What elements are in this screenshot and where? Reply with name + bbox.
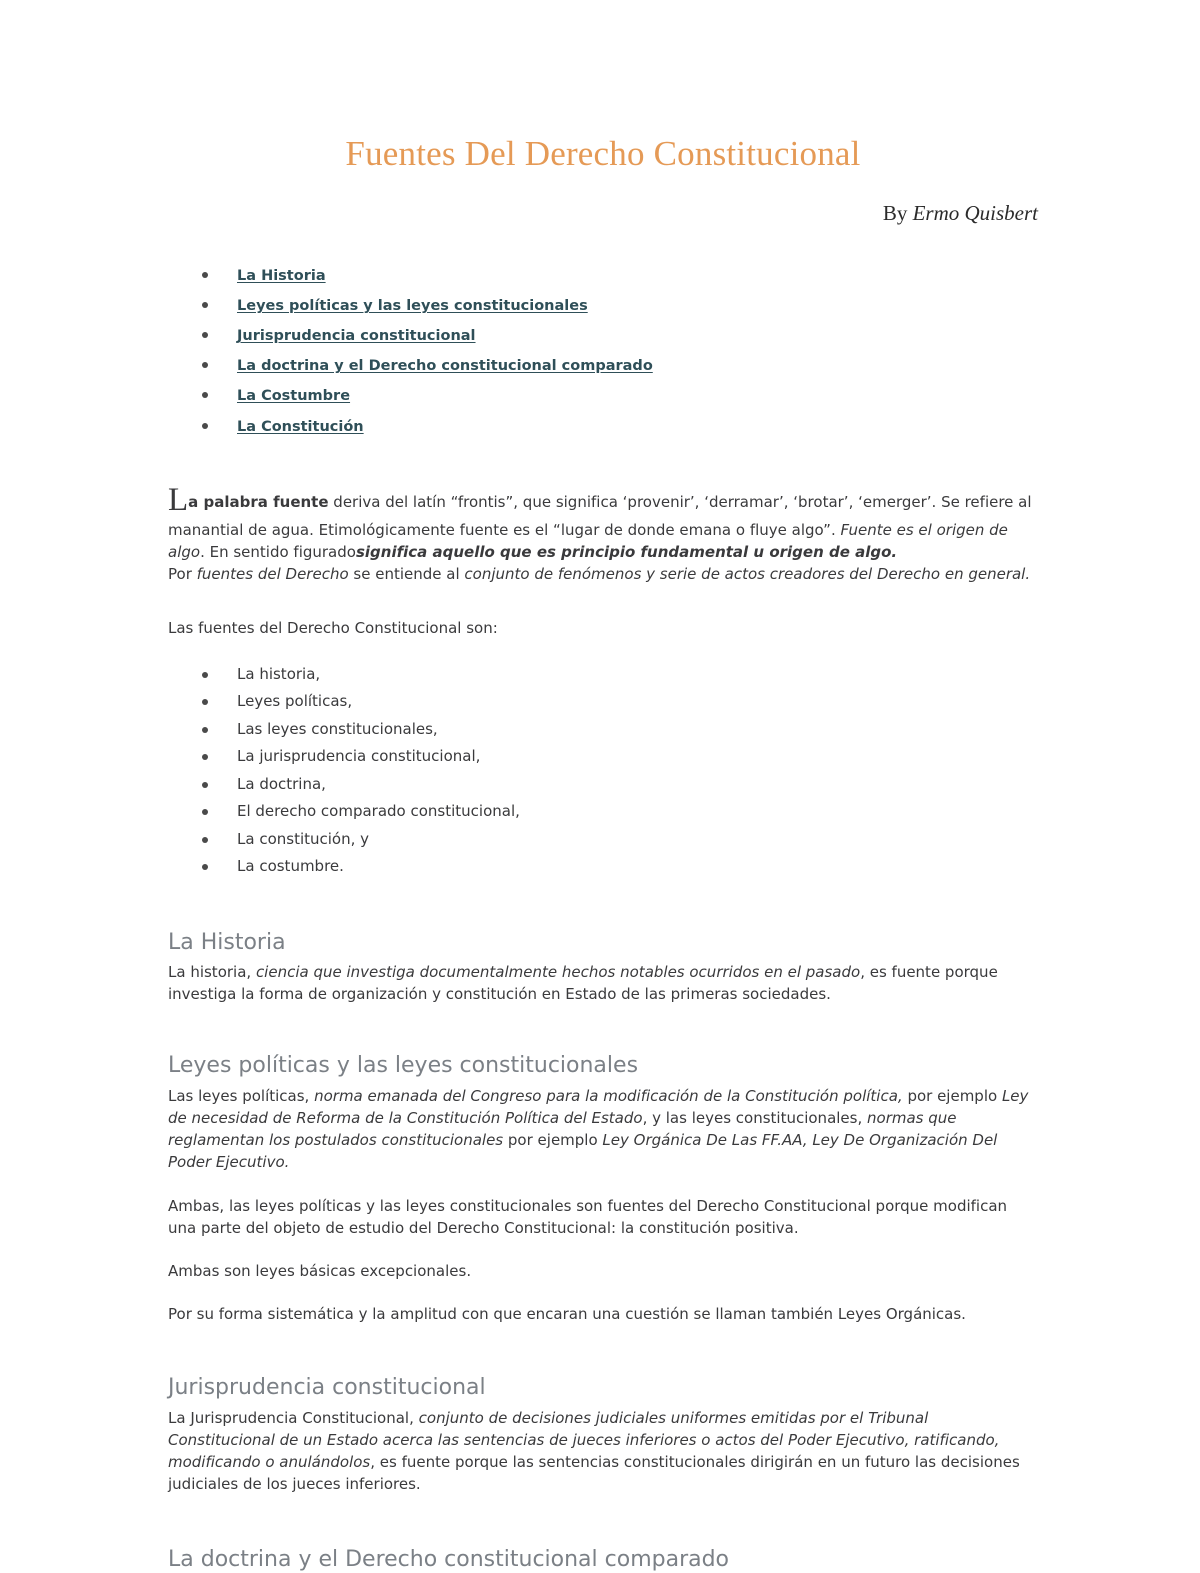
toc-link-doctrina[interactable]: La doctrina y el Derecho constitucional comparado bbox=[237, 358, 653, 375]
lead-line3-a: Por bbox=[168, 565, 197, 584]
leyes-p1-italic1: norma emanada del Congreso para la modificación de la Constitución política, bbox=[314, 1086, 903, 1105]
list-item: El derecho comparado constitucional, bbox=[168, 800, 1038, 823]
historia-p1-italic: ciencia que investiga documentalmente hechos notables ocurridos en el pasado bbox=[255, 963, 861, 981]
juris-p1-a: La Jurisprudencia Constitucional, bbox=[168, 1408, 419, 1427]
list-item: Leyes políticas, bbox=[168, 690, 1038, 713]
list-item: La costumbre. bbox=[168, 855, 1038, 878]
list-item bbox=[168, 294, 1038, 317]
list-item: La jurisprudencia constitucional, bbox=[168, 745, 1038, 768]
section-body-leyes-p1 bbox=[168, 1080, 1038, 1174]
intro-paragraph: Las fuentes del Derecho Constitucional son: bbox=[168, 619, 498, 638]
toc-link-jurisprudencia[interactable]: Jurisprudencia constitucional bbox=[237, 328, 476, 345]
lead-bold-start: a palabra fuente bbox=[188, 492, 329, 511]
leyes-p1-d: por ejemplo bbox=[503, 1131, 603, 1150]
toc-link-costumbre[interactable]: La Costumbre bbox=[237, 388, 351, 405]
lead-line3-b: se entiende al bbox=[348, 565, 465, 584]
document-content bbox=[168, 0, 1038, 1573]
toc-link-la-historia[interactable]: La Historia bbox=[237, 268, 326, 285]
leyes-p1-a: Las leyes políticas, bbox=[168, 1086, 315, 1105]
list-item: La doctrina, bbox=[168, 773, 1038, 796]
leyes-p1-c: , y las leyes constitucionales, bbox=[642, 1109, 868, 1128]
lead-paragraph-line2 bbox=[168, 513, 1038, 563]
section-body-leyes-p2: Ambas, las leyes políticas y las leyes constitucionales son fuentes del Derecho Constitucional porque modifican una parte del objeto de estudio del Derecho Constitucional: la constitución positiva. bbox=[168, 1196, 1008, 1237]
section-body-leyes-p3: Ambas son leyes básicas excepcionales. bbox=[168, 1262, 472, 1280]
list-item bbox=[168, 354, 1038, 377]
leyes-p1-italic2: Ley de necesidad de Reforma de la Constitución Política del Estado bbox=[168, 1086, 1029, 1128]
list-item bbox=[168, 324, 1038, 347]
drop-cap: L bbox=[168, 481, 189, 518]
byline-author: Ermo Quisbert bbox=[912, 201, 1038, 225]
section-heading-jurisprudencia: Jurisprudencia constitucional bbox=[168, 1375, 486, 1401]
lead-line2-italic: Fuente es el origen de algo bbox=[168, 520, 1008, 561]
list-item bbox=[168, 415, 1038, 438]
section-body-jurisprudencia bbox=[168, 1402, 1038, 1496]
historia-p1-a: La historia, bbox=[168, 963, 256, 981]
toc-link-leyes-politicas[interactable]: Leyes políticas y las leyes constitucionales bbox=[237, 298, 588, 315]
table-of-contents bbox=[168, 226, 1038, 437]
list-item bbox=[168, 264, 1038, 287]
lead-line2-bolditalic: significa aquello que es principio fundamental u origen de algo. bbox=[355, 542, 898, 561]
sources-list bbox=[168, 640, 1038, 878]
lead-line3-italic1: fuentes del Derecho bbox=[196, 565, 349, 584]
byline bbox=[168, 175, 1038, 226]
lead-line2-a: manantial de agua. Etimológicamente fuente es el “lugar de donde emana o fluye algo”. bbox=[168, 520, 841, 539]
section-heading-leyes-politicas: Leyes políticas y las leyes constitucionales bbox=[168, 1053, 639, 1079]
list-item bbox=[168, 384, 1038, 407]
lead-line2-b: . En sentido figurado bbox=[200, 542, 356, 561]
list-item: La constitución, y bbox=[168, 828, 1038, 851]
juris-p1-italic: conjunto de decisiones judiciales uniformes emitidas por el Tribunal Constitucional de un Estado acerca las sentencias de jueces inferiores o actos del Poder Ejecutivo, ratificando, modificando o anulándolos bbox=[168, 1408, 1000, 1472]
list-item: Las leyes constitucionales, bbox=[168, 718, 1038, 741]
leyes-p1-italic4: Ley Orgánica De Las FF.AA, Ley De Organización Del Poder Ejecutivo. bbox=[168, 1131, 998, 1172]
lead-line1-rest: deriva del latín “frontis”, que significa ‘provenir’, ‘derramar’, ‘brotar’, ‘emerger’. Se refiere al bbox=[328, 492, 1032, 511]
page-title: Fuentes Del Derecho Constitucional bbox=[345, 134, 861, 173]
leyes-p1-b: por ejemplo bbox=[902, 1086, 1002, 1105]
juris-p1-b: , es fuente porque las sentencias constitucionales dirigirán en un futuro las decisiones judiciales de los jueces inferiores. bbox=[168, 1453, 1020, 1494]
leyes-p1-italic3: normas que reglamentan los postulados constitucionales bbox=[168, 1109, 957, 1150]
lead-paragraph-line1 bbox=[168, 445, 1038, 518]
section-heading-la-historia: La Historia bbox=[168, 929, 286, 955]
lead-paragraph-line3 bbox=[168, 563, 1038, 585]
lead-line3-italic2: conjunto de fenómenos y serie de actos creadores del Derecho en general. bbox=[464, 565, 1031, 584]
section-body-la-historia bbox=[168, 956, 1038, 1005]
section-body-leyes-p4: Por su forma sistemática y la amplitud con que encaran una cuestión se llaman también Leyes Orgánicas. bbox=[168, 1305, 966, 1324]
toc-link-constitucion[interactable]: La Constitución bbox=[237, 418, 364, 435]
byline-prefix: By bbox=[882, 201, 908, 225]
list-item: La historia, bbox=[168, 663, 1038, 686]
section-heading-doctrina: La doctrina y el Derecho constitucional comparado bbox=[168, 1546, 730, 1572]
historia-p1-b: , es fuente porque investiga la forma de organización y constitución en Estado de las primeras sociedades. bbox=[168, 963, 998, 1004]
